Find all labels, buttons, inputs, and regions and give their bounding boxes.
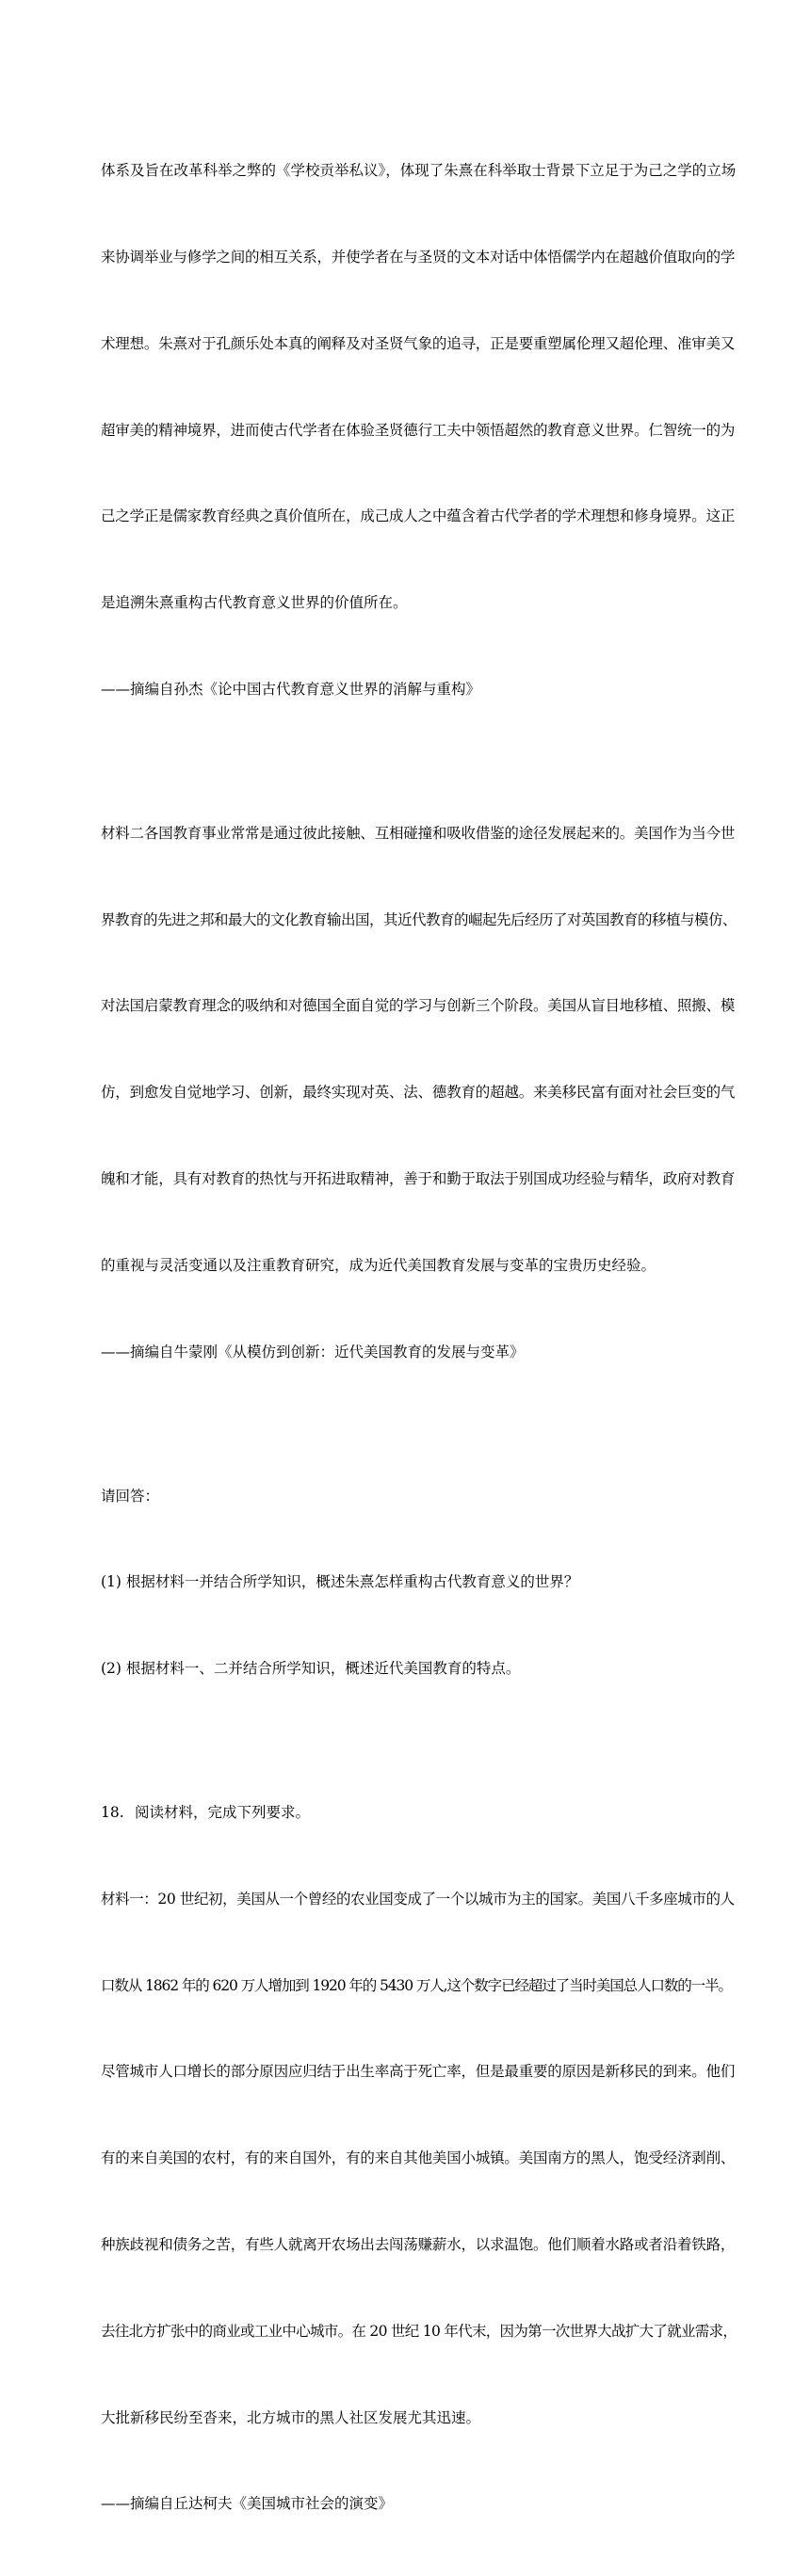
- text-line: 材料一：20 世纪初，美国从一个曾经的农业国变成了一个以城市为主的国家。美国八千多座城市的人: [101, 1890, 735, 1908]
- text-line: 的重视与灵活变通以及注重教育研究，成为近代美国教育发展与变革的宝贵历史经验。: [101, 1256, 656, 1274]
- text-line: 口数从 1862 年的 620 万人增加到 1920 年的 5430 万人,这个数字已经超过了当时美国总人口数的一半。: [101, 1976, 732, 1994]
- questions-prompt: 请回答：: [101, 1487, 160, 1505]
- source-citation: ——摘编自孙杰《论中国古代教育意义世界的消解与重构》: [101, 680, 481, 698]
- text-line: 是追溯朱熹重构古代教育意义世界的价值所在。: [101, 594, 408, 612]
- question-number: 18.: [101, 1804, 124, 1822]
- text-line: 己之学正是儒家教育经典之真价值所在，成己成人之中蕴含着古代学者的学术理想和修身境界。这正: [101, 507, 736, 525]
- text-line: 超审美的精神境界，进而使古代学者在体验圣贤德行工夫中领悟超然的教育意义世界。仁智统一的为: [101, 421, 736, 439]
- question-one: (1) 根据材料一并结合所学知识，概述朱熹怎样重构古代教育意义的世界？: [101, 1573, 579, 1591]
- question-two: (2) 根据材料一、二并结合所学知识，概述近代美国教育的特点。: [101, 1660, 521, 1678]
- source-citation: ——摘编自丘达柯夫《美国城市社会的演变》: [101, 2495, 394, 2513]
- text-line: 仿，到愈发自觉地学习、创新，最终实现对英、法、德教育的超越。来美移民富有面对社会巨变的气: [101, 1084, 736, 1102]
- text-line: 对法国启蒙教育理念的吸纳和对德国全面自觉的学习与创新三个阶段。美国从盲目地移植、照搬、模: [101, 997, 736, 1015]
- text-line: 体系及旨在改革科举之弊的《学校贡举私议》，体现了朱熹在科举取士背景下立足于为己之学的立场: [101, 162, 737, 180]
- text-line: 来协调举业与修学之间的相互关系，并使学者在与圣贤的文本对话中体悟儒学内在超越价值取向的学: [101, 248, 736, 266]
- document-page: [101, 99, 737, 2576]
- question-18: [101, 1741, 737, 2576]
- text-line: 材料二各国教育事业常常是通过彼此接触、互相碰撞和吸收借鉴的途径发展起来的。美国作为当今世: [101, 824, 736, 842]
- text-line: 魄和才能，具有对教育的热忱与开拓进取精神，善于和勤于取法于别国成功经验与精华，政府对教育: [101, 1169, 736, 1187]
- text-line: 界教育的先进之邦和最大的文化教育输出国，其近代教育的崛起先后经历了对英国教育的移植与模仿、: [101, 910, 737, 928]
- question-instruction: 阅读材料，完成下列要求。: [135, 1804, 311, 1822]
- text-line: 种族歧视和债务之苦，有些人就离开农场出去闯荡赚薪水，以求温饱。他们顺着水路或者沿着铁路，: [101, 2235, 736, 2253]
- passage-two: [101, 762, 737, 1425]
- passage-one-continuation: [101, 99, 737, 762]
- text-line: 大批新移民纷至沓来，北方城市的黑人社区发展尤其迅速。: [101, 2408, 481, 2426]
- question-18-heading: [101, 1798, 737, 1827]
- text-line: 术理想。朱熹对于孔颜乐处本真的阐释及对圣贤气象的追寻，正是要重塑属伦理又超伦理、准审美又: [101, 334, 736, 352]
- questions-block: [101, 1424, 737, 1741]
- source-citation: ——摘编自牛蒙刚《从模仿到创新：近代美国教育的发展与变革》: [101, 1343, 525, 1360]
- text-line: 有的来自美国的农村，有的来自国外，有的来自其他美国小城镇。美国南方的黑人，饱受经济剥削、: [101, 2149, 736, 2167]
- text-line: 去往北方扩张中的商业或工业中心城市。在 20 世纪 10 年代末，因为第一次世界大战扩大了就业需求，: [101, 2322, 737, 2340]
- text-line: 尽管城市人口增长的部分原因应归结于出生率高于死亡率，但是最重要的原因是新移民的到来。他们: [101, 2063, 736, 2081]
